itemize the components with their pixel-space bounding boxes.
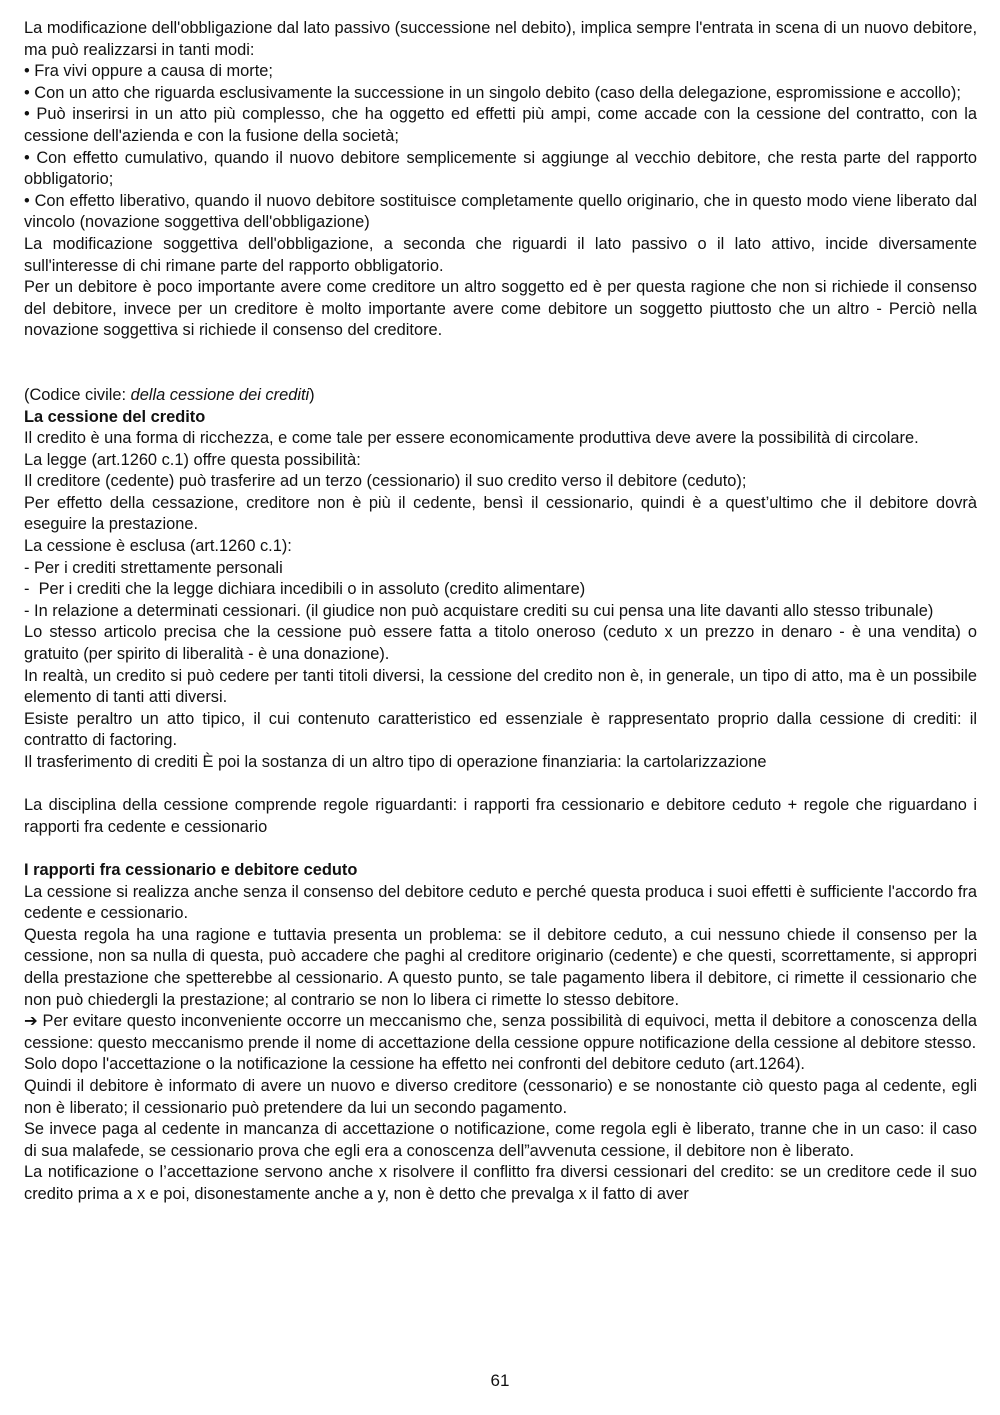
body-paragraph: La modificazione soggettiva dell'obbligazione, a seconda che riguardi il lato passivo o il lato attivo, incide diversamente sull'interesse di chi rimane parte del rapporto obbligatorio. bbox=[24, 234, 977, 275]
body-paragraph: Quindi il debitore è informato di avere un nuovo e diverso creditore (cessonario) e se nonostante ciò questo paga al cedente, egli non è liberato; il cessionario può pretendere da lui un secondo pagamento. bbox=[24, 1076, 977, 1117]
arrow-paragraph bbox=[24, 1011, 977, 1054]
body-paragraph: La cessione è esclusa (art.1260 c.1): bbox=[24, 537, 292, 556]
body-paragraph: Questa regola ha una ragione e tuttavia presenta un problema: se il debitore ceduto, a cui nessuno chiede il consenso per la cessione, non sa nulla di questa, può accadere che paghi al creditore originario (cedente) e che questi, scorrettamente, si appropri della prestazione che spetterebbe al cessionario. A questo punto, se tale pagamento libera il debitore, ci rimette il cessionario che non può chiedergli la prestazione; al contrario se non lo libera ci rimette lo stesso debitore. bbox=[24, 925, 977, 1009]
body-paragraph: La legge (art.1260 c.1) offre questa possibilità: bbox=[24, 450, 361, 469]
body-paragraph: La disciplina della cessione comprende regole riguardanti: i rapporti fra cessionario e debitore ceduto + regole che riguardano i rapporti fra cedente e cessionario bbox=[24, 796, 977, 836]
body-paragraph: Il credito è una forma di ricchezza, e come tale per essere economicamente produttiva deve avere la possibilità di circolare. bbox=[24, 429, 919, 448]
document-page bbox=[24, 18, 977, 1205]
exclusion-item: - Per i crediti che la legge dichiara incedibili o in assoluto (credito alimentare) bbox=[24, 580, 586, 599]
body-paragraph: Solo dopo l'accettazione o la notificazione la cessione ha effetto nei confronti del debitore ceduto (art.1264). bbox=[24, 1055, 805, 1074]
body-paragraph: Se invece paga al cedente in mancanza di accettazione o notificazione, come regola egli è liberato, tranne che in un caso: il caso di sua malafede, se cessionario prova che egli era a conoscenza dell”avvenuta cessione, il debitore non è liberato. bbox=[24, 1120, 977, 1160]
bullet-item: • Fra vivi oppure a causa di morte; bbox=[24, 62, 273, 81]
codice-reference bbox=[24, 385, 977, 407]
body-paragraph: La notificazione o l’accettazione servono anche x risolvere il conflitto fra diversi cessionari del credito: se un creditore cede il suo credito prima a x e poi, disonestamente anche a y, non è detto che prevalga x il fatto di aver bbox=[24, 1163, 977, 1203]
body-paragraph: In realtà, un credito si può cedere per tanti titoli diversi, la cessione del credito non è, in generale, un tipo di atto, ma è un possibile elemento di tanti atti diversi. bbox=[24, 666, 977, 707]
codice-suffix: ) bbox=[309, 385, 315, 404]
bullet-item: • Può inserirsi in un atto più complesso, che ha oggetto ed effetti più ampi, come accade con la cessione del contratto, con la cessione dell'azienda e con la fusione della società; bbox=[24, 105, 977, 145]
section-heading-rapporti: I rapporti fra cessionario e debitore ceduto bbox=[24, 860, 358, 879]
intro-paragraph: La modificazione dell'obbligazione dal lato passivo (successione nel debito), implica sempre l'entrata in scena di un nuovo debitore, ma può realizzarsi in tanti modi: bbox=[24, 19, 977, 59]
section-heading-cessione: La cessione del credito bbox=[24, 407, 206, 426]
exclusion-item: - Per i crediti strettamente personali bbox=[24, 558, 283, 577]
arrow-paragraph-text: Per evitare questo inconveniente occorre un meccanismo che, senza possibilità di equivoci, metta il debitore a conoscenza della cessione: questo meccanismo prende il nome di accettazione della cessione oppure notificazione della cessione al debitore stesso. bbox=[24, 1012, 977, 1052]
exclusion-item: - In relazione a determinati cessionari. (il giudice non può acquistare crediti su cui pensa una lite davanti allo stesso tribunale) bbox=[24, 601, 934, 620]
bullet-item: • Con effetto cumulativo, quando il nuovo debitore semplicemente si aggiunge al vecchio debitore, che resta parte del rapporto obbligatorio; bbox=[24, 148, 977, 189]
spacer bbox=[24, 774, 977, 796]
spacer bbox=[24, 342, 977, 385]
arrow-icon: ➔ bbox=[24, 1012, 38, 1031]
body-paragraph: Esiste peraltro un atto tipico, il cui contenuto caratteristico ed essenziale è rappresentato proprio dalla cessione di crediti: il contratto di factoring. bbox=[24, 709, 977, 750]
body-paragraph: Lo stesso articolo precisa che la cessione può essere fatta a titolo oneroso (ceduto x un prezzo in denaro - è una vendita) o gratuito (per spirito di liberalità - è una donazione). bbox=[24, 623, 977, 664]
body-paragraph: Per un debitore è poco importante avere come creditore un altro soggetto ed è per questa ragione che non si richiede il consenso del debitore, invece per un creditore è molto importante avere come debitore un soggetto piuttosto che un altro - Perciò nella novazione soggettiva si richiede il consenso del creditore. bbox=[24, 278, 977, 340]
body-paragraph: Per effetto della cessazione, creditore non è più il cedente, bensì il cessionario, quindi è a quest’ultimo che il debitore dovrà eseguire la prestazione. bbox=[24, 493, 977, 534]
spacer bbox=[24, 838, 977, 860]
page-number: 61 bbox=[490, 1371, 510, 1390]
body-paragraph: La cessione si realizza anche senza il consenso del debitore ceduto e perché questa produca i suoi effetti è sufficiente l'accordo fra cedente e cessionario. bbox=[24, 882, 977, 923]
codice-italic: della cessione dei crediti bbox=[130, 385, 310, 404]
codice-prefix: (Codice civile: bbox=[24, 385, 131, 404]
body-paragraph: Il trasferimento di crediti È poi la sostanza di un altro tipo di operazione finanziaria: la cartolarizzazione bbox=[24, 753, 767, 771]
bullet-item: • Con un atto che riguarda esclusivamente la successione in un singolo debito (caso della delegazione, espromissione e accollo); bbox=[24, 83, 961, 102]
bullet-item: • Con effetto liberativo, quando il nuovo debitore sostituisce completamente quello originario, che in questo modo viene liberato dal vincolo (novazione soggettiva dell'obbligazione) bbox=[24, 191, 977, 232]
body-paragraph: Il creditore (cedente) può trasferire ad un terzo (cessionario) il suo credito verso il debitore (ceduto); bbox=[24, 472, 747, 491]
